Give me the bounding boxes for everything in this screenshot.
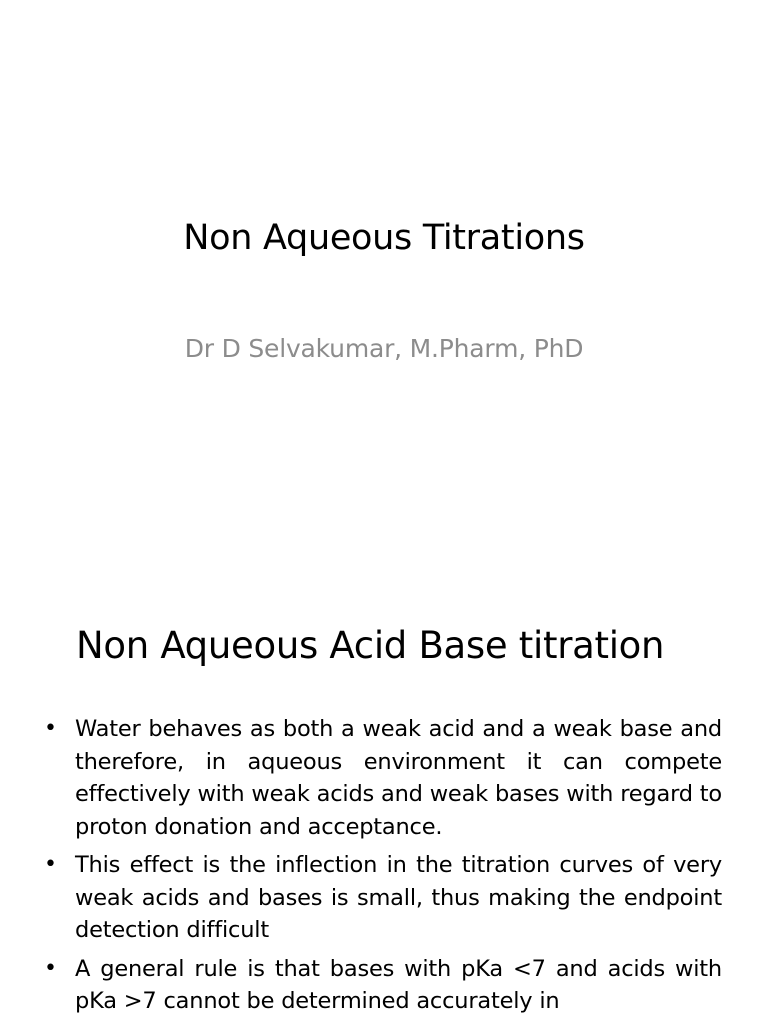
bullet-item [42,713,722,843]
bullet-icon: • [44,852,57,877]
slide-heading: Non Aqueous Acid Base titration [76,624,665,667]
bullet-text: This effect is the inflection in the titration curves of very weak acids and bases is small, thus making the endpoint detection difficult [75,852,722,943]
slide-subtitle: Dr D Selvakumar, M.Pharm, PhD [184,334,584,363]
bullet-list [42,713,722,1024]
bullet-icon: • [44,716,57,741]
content-slide [0,576,768,1024]
bullet-icon: • [44,955,57,981]
slide-title: Non Aqueous Titrations [183,218,585,258]
bullet-item [42,953,722,1018]
bullet-text: A general rule is that bases with pKa <7 and acids with pKa >7 cannot be determined accurately in [75,955,722,1014]
bullet-item [42,849,722,947]
bullet-text: Water behaves as both a weak acid and a weak base and therefore, in aqueous environment it can compete effectively with weak acids and weak bases with regard to proton donation and acceptance. [75,716,722,840]
